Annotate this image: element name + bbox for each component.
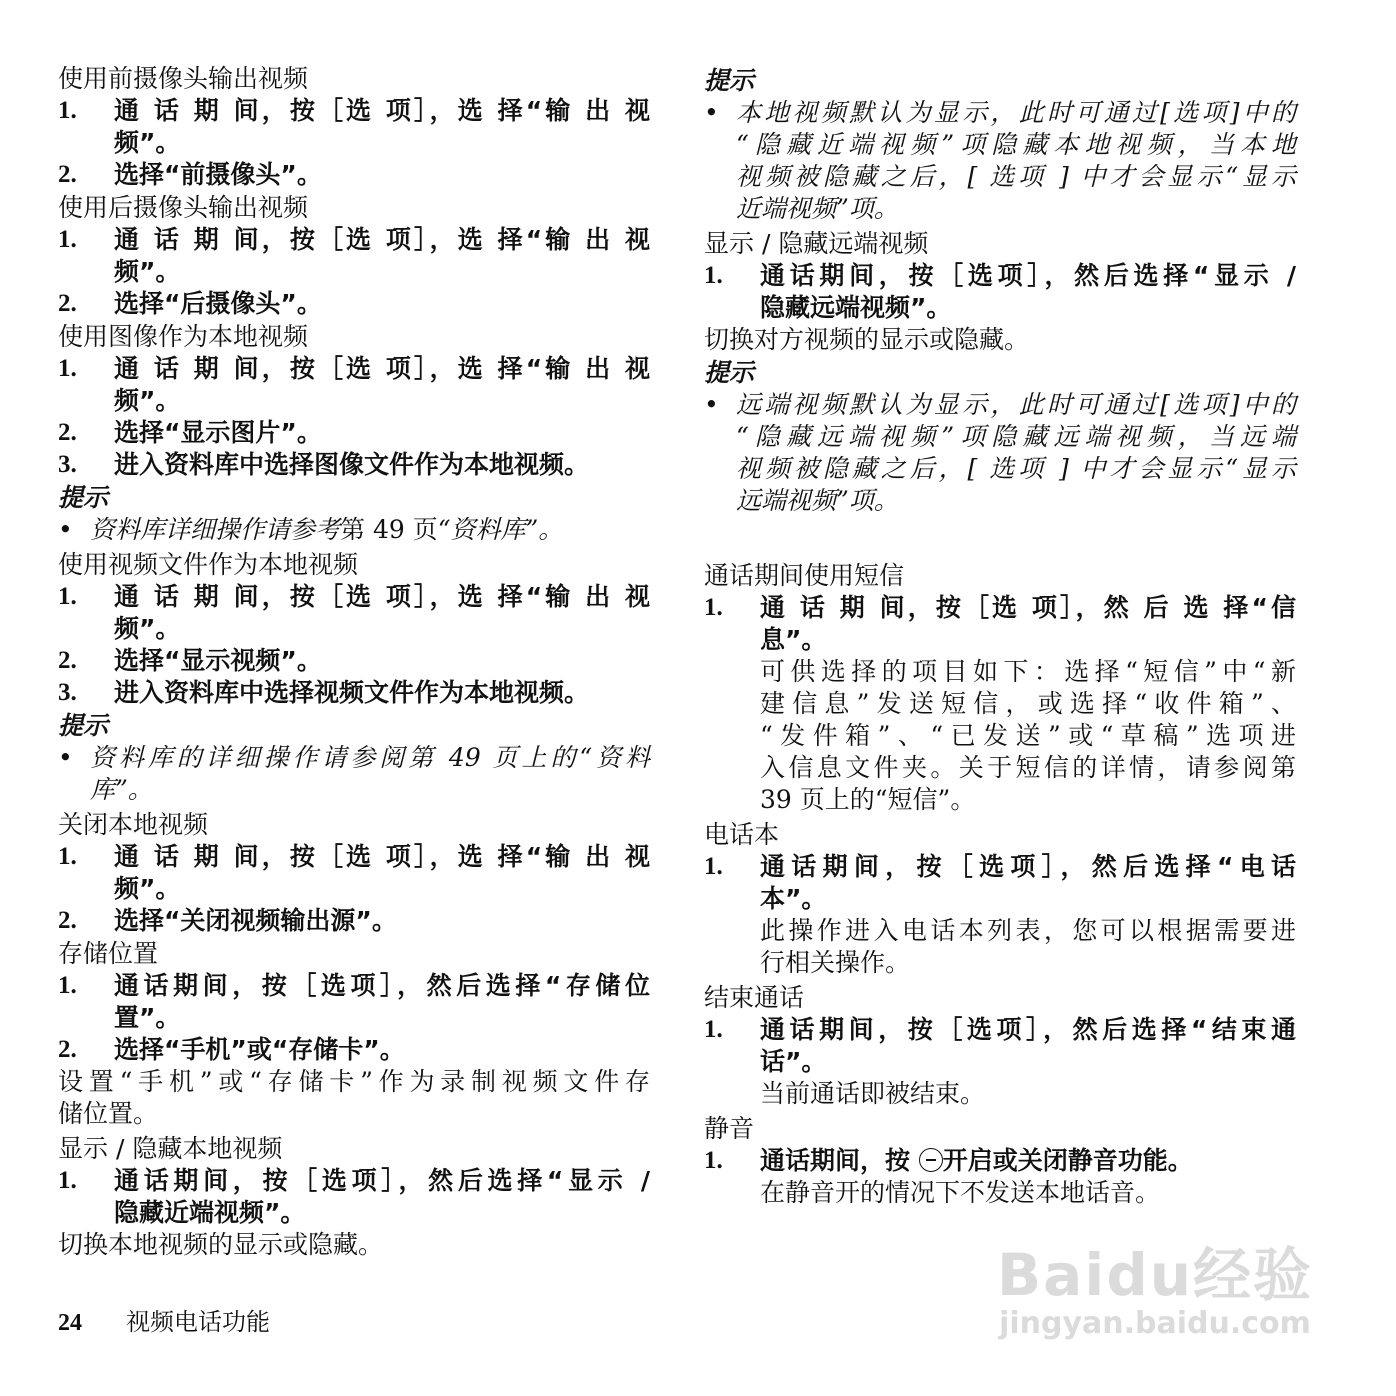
step: 1. 通 话 期 间，按［选 项］，选 择“输 出 视 频”。 — [58, 842, 650, 903]
tip-heading: 提示 — [58, 483, 109, 512]
step: 3. 进入资料库中选择视频文件作为本地视频。 — [58, 678, 590, 707]
tip-item: • 本地视频默认为显示，此时可通过[选项]中的 “隐藏近端视频”项隐藏本地视频，当本地 视频被隐藏之后，[ 选项 ] 中才会显示“显示 近端视频”项。 — [704, 98, 1296, 223]
baidu-watermark — [990, 1228, 1320, 1341]
watermark-url: jingyan.baidu.com — [999, 1306, 1311, 1341]
tip-heading: 提示 — [704, 358, 755, 387]
step: 2. 选择“手机”或“存储卡”。 — [58, 1035, 405, 1064]
page-number: 24 — [58, 1310, 82, 1336]
section-heading: 存储位置 — [58, 939, 159, 968]
section-heading: 显示 / 隐藏本地视频 — [58, 1134, 283, 1163]
step: 1. 通话期间，按［选项］，然后选择“结束通 话”。 当前通话即被结束。 — [704, 1015, 1296, 1108]
section-heading: 电话本 — [704, 820, 780, 849]
page-footer — [58, 1302, 270, 1337]
bullet-icon: • — [704, 390, 719, 419]
bullet-icon: • — [704, 98, 719, 127]
step: 1. 通话期间，按［选项］，然后选择“显示 / 隐藏远端视频”。 — [704, 261, 1296, 322]
step: 2. 选择“显示视频”。 — [58, 646, 322, 675]
section-heading: 使用后摄像头输出视频 — [58, 193, 309, 222]
step: 2. 选择“关闭视频输出源”。 — [58, 906, 397, 935]
step: 1. 通 话 期 间，按［选 项］，选 择“输 出 视 频”。 — [58, 354, 650, 415]
step: 1. 通话期间，按 开启或关闭静音功能。 在静音开的情况下不发送本地话音。 — [704, 1146, 1193, 1207]
section-heading: 关闭本地视频 — [58, 810, 209, 839]
step: 1. 通 话 期 间，按［选 项］，选 择“输 出 视 频”。 — [58, 225, 650, 286]
tip-item: • 资料库详细操作请参考第 49 页“资料库”。 — [58, 515, 564, 544]
step: 1. 通话期间，按［选项］，然后选择“显示 / 隐藏近端视频”。 — [58, 1166, 650, 1227]
section-heading: 结束通话 — [704, 983, 805, 1012]
step: 2. 选择“前摄像头”。 — [58, 160, 322, 189]
left-column — [58, 62, 650, 1261]
step: 1. 通 话 期 间，按［选 项］，然 后 选 择“信 息”。 可供选择的项目如下：选择“短信”中“新 建信息”发送短信，或选择“收件箱”、 “发件箱”、“已发送”或“草稿”选项进 入信息文件夹。关于短信的详情，请参阅第 39 页上的“短信”。 — [704, 593, 1296, 814]
step: 1. 通 话 期 间，按［选 项］，选 择“输 出 视 频”。 — [58, 96, 650, 157]
right-column — [704, 64, 1296, 1209]
spacer — [704, 517, 1296, 559]
watermark-brand: Baidu经验 — [996, 1241, 1314, 1309]
tip-heading: 提示 — [704, 66, 755, 95]
step: 1. 通 话 期 间，按［选 项］，选 择“输 出 视 频”。 — [58, 582, 650, 643]
section-heading: 静音 — [704, 1114, 755, 1143]
section-heading: 使用前摄像头输出视频 — [58, 64, 309, 93]
body-paragraph: 设置“手机”或“存储卡”作为录制视频文件存 储位置。 — [58, 1067, 650, 1128]
body-paragraph: 切换对方视频的显示或隐藏。 — [704, 325, 1030, 354]
chapter-title: 视频电话功能 — [126, 1308, 270, 1336]
step: 2. 选择“显示图片”。 — [58, 418, 322, 447]
section-heading: 使用视频文件作为本地视频 — [58, 550, 359, 579]
step: 2. 选择“后摄像头”。 — [58, 289, 322, 318]
mute-key-icon — [919, 1148, 943, 1172]
step: 1. 通话期间，按［选项］，然后选择“存储位 置”。 — [58, 971, 650, 1032]
section-heading: 使用图像作为本地视频 — [58, 322, 309, 351]
tip-item: • 资料库的详细操作请参阅第 49 页上的“资料 库”。 — [58, 743, 650, 804]
step: 1. 通话期间，按［选项］，然后选择“电话 本”。 此操作进入电话本列表，您可以根据需要进 行相关操作。 — [704, 852, 1296, 977]
section-heading: 显示 / 隐藏远端视频 — [704, 229, 929, 258]
step: 3. 进入资料库中选择图像文件作为本地视频。 — [58, 450, 590, 479]
body-paragraph: 切换本地视频的显示或隐藏。 — [58, 1230, 384, 1259]
tip-item: • 远端视频默认为显示，此时可通过[选项]中的 “隐藏远端视频”项隐藏远端视频，当远端 视频被隐藏之后，[ 选项 ] 中才会显示“显示 远端视频”项。 — [704, 390, 1296, 515]
bullet-icon: • — [58, 515, 73, 544]
section-heading: 通话期间使用短信 — [704, 561, 905, 590]
tip-heading: 提示 — [58, 711, 109, 740]
bullet-icon: • — [58, 743, 73, 772]
